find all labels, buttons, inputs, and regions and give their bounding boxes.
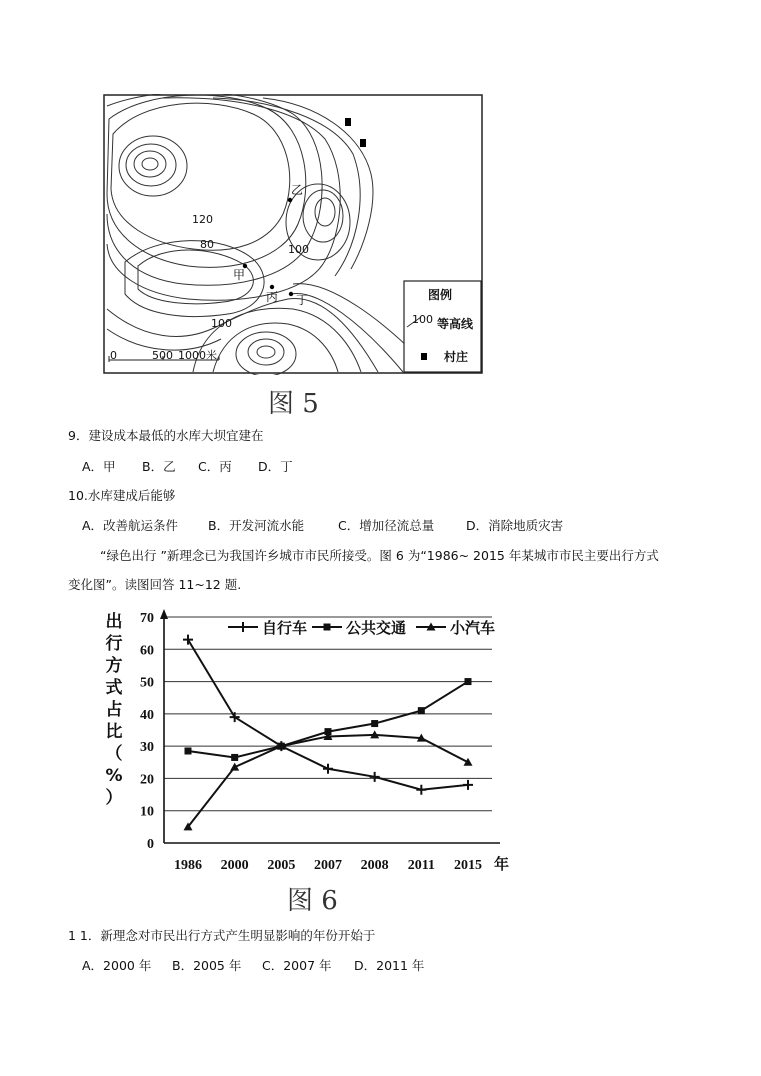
q10-stem: 10.水库建成后能够: [68, 488, 176, 503]
x-axis-unit: 年: [494, 855, 510, 873]
x-tick-label: 1986: [174, 858, 202, 873]
q11-option-b: B．2005 年: [172, 958, 242, 973]
y-tick-label: 20: [140, 772, 154, 788]
y-tick-label: 10: [140, 804, 154, 820]
data-point: [183, 635, 193, 645]
data-point: [416, 785, 426, 795]
q11-option-c: C．2007 年: [262, 958, 332, 973]
q11-options: [82, 958, 424, 974]
contour-label-100-south: 100: [211, 317, 232, 330]
y-axis-label-char: ）: [105, 788, 123, 808]
scale-end: 1000米: [178, 349, 217, 362]
data-point: [371, 720, 378, 727]
x-tick-label: 2005: [267, 858, 296, 873]
legend-marker: [238, 622, 248, 632]
q9-option-a: A．甲: [82, 459, 116, 474]
y-axis-label-char: 比: [105, 722, 123, 742]
data-point: [370, 772, 380, 782]
x-tick-label: 2007: [314, 858, 342, 873]
y-tick-label: 30: [140, 740, 154, 756]
legend-title: 图例: [428, 288, 453, 302]
travel-mode-chart: [100, 605, 530, 880]
q10-option-a: A．改善航运条件: [82, 518, 179, 533]
y-axis-label-char: 式: [105, 678, 123, 698]
q9-option-c: C．丙: [198, 459, 232, 474]
legend-contour-label: 等高线: [437, 317, 474, 331]
contour-label-80: 80: [200, 238, 214, 251]
q9-option-b: B．乙: [142, 459, 176, 474]
q10-options: [82, 518, 563, 534]
q10-option-d: D．消除地质灾害: [466, 518, 564, 533]
data-point: [231, 754, 238, 761]
legend-label: 自行车: [262, 619, 308, 637]
y-axis-label-char: 出: [105, 612, 123, 632]
data-point: [465, 678, 472, 685]
q9-options: [82, 459, 293, 475]
map-label-jia: 甲: [233, 268, 246, 282]
y-tick-label: 50: [140, 675, 154, 691]
data-point: [185, 747, 192, 754]
q11-option-a: A．2000 年: [82, 958, 152, 973]
scale-zero: 0: [110, 349, 117, 362]
y-axis-label-char: （: [105, 744, 123, 764]
q10-option-c: C．增加径流总量: [338, 518, 435, 533]
map-label-yi: 乙: [291, 183, 304, 197]
q9-stem: 9．建设成本最低的水库大坝宜建在: [68, 428, 264, 443]
x-tick-label: 2000: [220, 858, 249, 873]
legend-label: 小汽车: [450, 619, 496, 637]
legend-contour-value: 100: [412, 313, 433, 326]
y-axis-arrow: [160, 609, 168, 619]
legend-marker: [324, 624, 331, 631]
map-label-ding: 丁: [296, 293, 309, 307]
map-label-bing: 丙: [266, 290, 279, 304]
q9-option-d: D．丁: [258, 459, 293, 474]
q10-option-b: B．开发河流水能: [208, 518, 305, 533]
y-axis-label-char: %: [105, 766, 123, 786]
data-point: [323, 764, 333, 774]
data-point: [418, 707, 425, 714]
contour-map: [103, 94, 483, 375]
q11-stem: 1 1．新理念对市民出行方式产生明显影响的年份开始于: [68, 928, 376, 943]
x-tick-label: 2015: [454, 858, 482, 873]
intro-line-1: “绿色出行 ”新理念已为我国许乡城市市民所接受。图 6 为“1986~ 2015 年某城市市民主要出行方式: [100, 548, 659, 563]
y-axis-label-char: 占: [105, 700, 123, 720]
contour-label-120: 120: [192, 213, 213, 226]
legend-label: 公共交通: [346, 619, 407, 637]
figure5-caption: 图 5: [268, 389, 319, 419]
y-tick-label: 70: [140, 611, 154, 626]
y-tick-label: 0: [147, 837, 154, 852]
q11-option-d: D．2011 年: [354, 958, 425, 973]
legend-village-label: 村庄: [444, 350, 469, 364]
contour-label-100-east: 100: [288, 243, 309, 256]
data-point: [464, 758, 473, 766]
y-tick-label: 40: [140, 707, 154, 723]
series-line-2: [188, 735, 468, 827]
intro-line-2: 变化图”。读图回答 11~12 题.: [68, 577, 242, 592]
figure6-caption: 图 6: [287, 886, 338, 916]
scale-mid: 500: [152, 349, 173, 362]
data-point: [463, 780, 473, 790]
x-tick-label: 2008: [360, 858, 389, 873]
y-tick-label: 60: [140, 643, 154, 659]
y-axis-label-char: 方: [105, 656, 123, 676]
x-tick-label: 2011: [407, 858, 435, 873]
y-axis-label-char: 行: [105, 634, 123, 654]
